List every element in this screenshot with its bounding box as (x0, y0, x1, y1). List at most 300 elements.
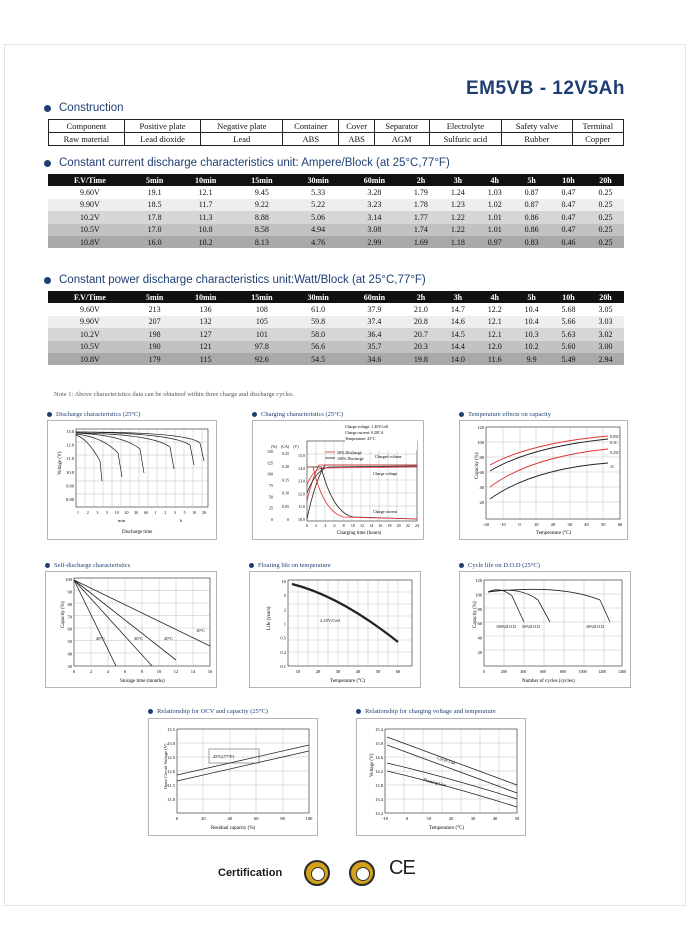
tick-label: 40 (355, 669, 361, 674)
tick-label: 10.0 (298, 517, 305, 522)
tick-label: 10.0 (66, 469, 74, 475)
table-header-cell: 20h (587, 174, 624, 186)
ocv-xticks (176, 816, 313, 821)
table-cell: 10.5V (48, 224, 132, 236)
floating-use-lower (387, 771, 517, 807)
tick-label: 16 (207, 669, 213, 674)
tick-label: 200 (500, 669, 507, 674)
charged-volume-50 (307, 465, 417, 501)
construction-header-cell: Safety valve (502, 120, 572, 133)
charging-xticks (306, 523, 419, 528)
tick-label: 6 (123, 669, 127, 674)
discharge-chart-title: Discharge characteristics (25°C) (47, 411, 140, 418)
discharge-curve-0_1ca (76, 432, 204, 461)
table-row (48, 224, 624, 236)
charging-xlabel: Charging time (hours) (337, 531, 382, 536)
temp-label-0_25c: 0.25C (610, 450, 620, 455)
tick-label: 24 (415, 523, 419, 528)
table-header-row (48, 174, 624, 186)
tick-label: 40 (67, 651, 72, 657)
table-cell: 10.3 (513, 328, 550, 340)
ocv-grid (177, 729, 309, 813)
table-cell: 1.02 (476, 199, 513, 211)
tick-label: 1200 (598, 669, 607, 674)
self-discharge-xlabel: Storage time (months) (120, 679, 165, 684)
tick-label: 20 (124, 510, 129, 515)
table-cell: 5.22 (290, 199, 346, 211)
table-cell: 1.23 (439, 199, 476, 211)
cycle-curve-30 (488, 589, 610, 622)
temperature-curves (490, 436, 608, 499)
self-discharge-chart-title: Self-discharge characteristics (45, 562, 130, 569)
tick-label: 15.0 (298, 453, 305, 458)
table-header-cell: 4h (476, 174, 513, 186)
table-cell: 101 (234, 328, 290, 340)
discharge-yticks (66, 429, 75, 502)
cert-badge-2-icon (349, 860, 375, 886)
charging-yticks-voltage (298, 453, 305, 522)
floating-svg (250, 572, 420, 687)
tick-label: 10 (426, 816, 432, 821)
tick-label: 14.6 (375, 755, 383, 760)
cycle-ylabel: Capacity (%) (473, 601, 478, 628)
charging-yticks-mid (282, 451, 289, 522)
ocv-chart-title: Relationship for OCV and capacity (25°C) (148, 708, 268, 715)
floating-use-upper (387, 763, 517, 799)
construction-value-cell: Lead dioxide (124, 133, 201, 146)
table-cell: 19.8 (402, 353, 439, 365)
floating-chart (249, 571, 421, 688)
table-cell: 12.0 (476, 341, 513, 353)
construction-header-cell: Terminal (572, 120, 623, 133)
table-cell: 12.1 (476, 328, 513, 340)
table-cell: 5.68 (550, 303, 587, 315)
table-cell: 1.79 (402, 186, 439, 198)
tick-label: 120 (477, 425, 484, 430)
table-cell: 1.74 (402, 224, 439, 236)
tick-label: 5 (106, 510, 109, 515)
table-cell: 10.2 (177, 236, 233, 248)
cycle-label-30: 30%D.O.D (586, 624, 604, 629)
tick-label: 13.4 (375, 797, 383, 802)
floating-grid (288, 580, 412, 666)
table-row (48, 236, 624, 248)
cycle-curves (488, 589, 610, 622)
cycle-xticks (483, 669, 626, 674)
tick-label: 80 (280, 816, 285, 821)
tick-label: 11.0 (66, 456, 74, 462)
tick-label: 800 (559, 669, 566, 674)
table-cell: 198 (132, 328, 178, 340)
tick-label: 100 (65, 577, 72, 582)
table-cell: 8.58 (234, 224, 290, 236)
table-header-cell: 30min (290, 291, 346, 303)
tick-label: 20 (315, 669, 321, 674)
table-cell: 5.49 (550, 353, 587, 365)
table-cell: 0.83 (513, 236, 550, 248)
tick-label: 0 (271, 517, 273, 522)
tick-label: 4 (106, 669, 110, 674)
discharge-xlabel: Discharge time (122, 530, 153, 535)
discharge-grid (76, 429, 208, 507)
charging-label-100: 100% Discharge (337, 456, 364, 461)
floating-plot-frame (288, 580, 412, 666)
tick-label: 75 (269, 483, 273, 488)
tick-label: 50 (601, 522, 606, 527)
tick-label: 50 (375, 669, 381, 674)
construction-value-cell: AGM (374, 133, 429, 146)
table-cell: 10.2 (513, 341, 550, 353)
cycle-plot-frame (484, 580, 622, 666)
ocv-ylabel: Open Circuit Voltage (V) (163, 743, 168, 789)
self-discharge-label-40c: 40°C (96, 636, 106, 641)
table-cell: 1.77 (402, 211, 439, 223)
tick-label: 20 (202, 510, 206, 515)
tick-label: 13.8 (375, 783, 383, 788)
table-cell: 11.3 (177, 211, 233, 223)
self-discharge-yticks (65, 577, 73, 669)
table-cell: 0.47 (550, 199, 587, 211)
table-cell: 97.8 (234, 341, 290, 353)
tick-label: 40 (584, 522, 589, 527)
table-cell: 1.01 (476, 224, 513, 236)
table-cell: 0.25 (587, 186, 624, 198)
tick-label: 60 (143, 510, 148, 515)
table-cell: 4.94 (290, 224, 346, 236)
tick-label: 0 (175, 816, 179, 821)
tick-label: 20 (479, 500, 484, 505)
tick-label: 1400 (618, 669, 626, 674)
tick-label: 0.1 (280, 664, 286, 669)
table-cell: 0.47 (550, 211, 587, 223)
table-cell: 59.8 (290, 316, 346, 328)
tick-label: 2 (89, 669, 93, 674)
table-cell: 3.00 (587, 341, 624, 353)
charging-chart-title: Charging characteristics (25°C) (252, 411, 343, 418)
table-cell: 8.13 (234, 236, 290, 248)
tick-label: 60 (253, 816, 259, 821)
table-cell: 16.0 (132, 236, 178, 248)
charge-voltage-chart-title: Relationship for charging voltage and temperature (356, 708, 496, 715)
ocv-svg (149, 719, 317, 835)
tick-label: 20 (448, 816, 454, 821)
construction-value-cell: Raw material (49, 133, 125, 146)
tick-label: 2 (86, 510, 89, 515)
charge-voltage-ylabel: Voltage (V) (370, 753, 375, 777)
cycle-xlabel: Number of cycles (cycles) (522, 679, 575, 684)
cycle-use-label: Cycle Use (436, 755, 456, 766)
discharge-curve-1ca (76, 433, 144, 473)
tick-label: 400 (520, 669, 527, 674)
floating-ylabel: Life (years) (267, 606, 272, 630)
tick-label: -10 (382, 816, 388, 821)
tick-label: 15.0 (375, 741, 383, 746)
table-cell: 21.0 (402, 303, 439, 315)
tick-label: 40 (477, 635, 482, 641)
tick-label: 100 (267, 471, 273, 477)
table-cell: 3.03 (587, 316, 624, 328)
tick-label: 80 (477, 606, 482, 612)
discharge-curve-0_6ca (76, 433, 174, 469)
table-header-cell: 5h (513, 291, 550, 303)
table-cell: 10.4 (513, 316, 550, 328)
charge-voltage-100 (307, 466, 417, 493)
table-header-cell: F.V/Time (48, 174, 132, 186)
table-row (48, 211, 624, 223)
tick-label: 80 (479, 455, 484, 460)
charging-label-current: Charge current (373, 509, 397, 514)
tick-label: 13.2 (375, 811, 383, 816)
table-cell: 9.22 (234, 199, 290, 211)
table-cell: 1.18 (439, 236, 476, 248)
current-discharge-title: Constant current discharge characteristics unit: Ampere/Block (at 25°C,77°F) (59, 157, 450, 169)
construction-header-cell: Cover (339, 120, 374, 133)
tick-label: 60 (395, 669, 401, 674)
temperature-chart-title: Temperature effects on capacity (459, 411, 551, 418)
charging-legend-voltage: Charge voltage: 1.40V/cell (345, 424, 389, 429)
table-cell: 10.4 (513, 303, 550, 315)
table-cell: 14.0 (439, 353, 476, 365)
table-cell: 92.6 (234, 353, 290, 365)
bullet-icon (249, 563, 254, 568)
table-cell: 11.7 (177, 199, 233, 211)
tick-label: 8 (342, 523, 345, 528)
charged-volume-100 (307, 465, 417, 519)
construction-header-cell: Component (49, 120, 125, 133)
construction-table (48, 119, 624, 146)
tick-label: 11.5 (167, 783, 175, 788)
charging-legend-current: Charge current: 0.20CA (345, 430, 384, 435)
floating-xlabel: Temperature (°C) (330, 679, 366, 684)
construction-value-cell: Lead (201, 133, 283, 146)
table-cell: 14.5 (439, 328, 476, 340)
table-row (48, 328, 624, 340)
tick-label: 0.05 (282, 503, 289, 509)
temp-curve-0_25c (490, 449, 608, 487)
charge-voltage-chart (356, 718, 526, 836)
tick-label: 0 (287, 517, 289, 522)
table-cell: 12.2 (476, 303, 513, 315)
tick-label: 13.5 (167, 727, 175, 732)
tick-label: 12.0 (298, 491, 305, 497)
discharge-unit-min: min (118, 518, 126, 523)
cycle-label-100: 100%D.O.D (496, 624, 516, 629)
table-cell: 17.0 (132, 224, 178, 236)
table-cell: 20.7 (402, 328, 439, 340)
tick-label: 20 (477, 650, 482, 655)
temperature-chart (459, 420, 628, 540)
table-cell: 3.05 (587, 303, 624, 315)
tick-label: 125 (267, 460, 273, 466)
tick-label: 90 (67, 589, 72, 595)
self-discharge-svg (46, 572, 216, 687)
tick-label: 100 (305, 816, 313, 821)
tick-label: 50 (67, 639, 72, 645)
cycle-curve-100 (488, 590, 524, 622)
table-header-cell: 10h (550, 174, 587, 186)
table-cell: 127 (177, 328, 233, 340)
ce-mark-icon: CE (389, 857, 415, 879)
table-cell: 36.4 (346, 328, 402, 340)
discharge-curves (76, 432, 204, 481)
table-cell: 10.8 (177, 224, 233, 236)
table-header-cell: 10min (177, 291, 233, 303)
charge-voltage-yticks (375, 727, 384, 816)
charging-svg (253, 421, 423, 539)
table-header-row (48, 291, 624, 303)
tick-label: 15.4 (375, 727, 383, 732)
tick-label: 100 (475, 592, 482, 598)
table-cell: 0.47 (550, 186, 587, 198)
charge-voltage-svg (357, 719, 525, 835)
table-cell: 11.6 (476, 353, 513, 365)
tick-label: 10 (281, 579, 286, 584)
temperature-svg (460, 421, 627, 539)
tick-label: 6 (333, 523, 336, 528)
tick-label: 0 (518, 522, 521, 527)
certification-label: Certification (218, 867, 283, 879)
charging-plot-frame (307, 441, 417, 521)
tick-label: 14 (190, 669, 196, 674)
table-header-cell: 5min (132, 291, 178, 303)
tick-label: 0.15 (282, 477, 289, 483)
charging-curves (307, 465, 417, 519)
charge-voltage-xlabel: Temperature (°C) (429, 826, 465, 831)
temp-curve-0_05c (490, 436, 608, 465)
tick-label: 0 (72, 669, 76, 674)
cert-badge-2-center (356, 867, 370, 881)
table-cell: 132 (177, 316, 233, 328)
bullet-icon (47, 412, 52, 417)
table-cell: 12.1 (177, 186, 233, 198)
table-cell: 12.1 (476, 316, 513, 328)
model-title: EM5VB - 12V5Ah (465, 78, 625, 99)
tick-label: 40 (492, 816, 498, 821)
tick-label: 12 (173, 669, 179, 674)
tick-label: 14.0 (298, 465, 305, 471)
charging-yticks-left (267, 449, 273, 522)
table-cell: 0.47 (550, 224, 587, 236)
tick-label: 13.0 (298, 478, 305, 484)
tick-label: 2 (164, 510, 167, 515)
ocv-yticks (167, 727, 176, 802)
tick-label: 10 (295, 669, 301, 674)
construction-value-cell: ABS (339, 133, 374, 146)
table-cell: 0.86 (513, 211, 550, 223)
tick-label: 25 (269, 505, 273, 511)
table-header-cell: 4h (476, 291, 513, 303)
table-cell: 0.25 (587, 224, 624, 236)
discharge-xticks (77, 510, 206, 515)
tick-label: 80 (67, 601, 72, 607)
table-cell: 10.8V (48, 236, 132, 248)
table-cell: 9.9 (513, 353, 550, 365)
construction-value-cell: ABS (283, 133, 339, 146)
ocv-curve-upper (177, 745, 309, 775)
table-row (48, 303, 624, 315)
table-row (48, 353, 624, 365)
table-cell: 5.66 (550, 316, 587, 328)
table-header-cell: 10h (550, 291, 587, 303)
floating-xticks (296, 669, 401, 674)
bullet-icon (44, 105, 51, 112)
table-cell: 10.2V (48, 211, 132, 223)
table-header-cell: F.V/Time (48, 291, 132, 303)
table-cell: 9.60V (48, 186, 132, 198)
charging-grid (307, 441, 417, 521)
table-cell: 19.1 (132, 186, 178, 198)
table-cell: 9.45 (234, 186, 290, 198)
table-cell: 5.33 (290, 186, 346, 198)
tick-label: 13.0 (167, 741, 175, 746)
table-cell: 108 (234, 303, 290, 315)
ocv-chart (148, 718, 318, 836)
tick-label: 20 (550, 522, 556, 527)
tick-label: 10 (534, 522, 539, 527)
tick-label: 2 (283, 607, 286, 613)
table-cell: 207 (132, 316, 178, 328)
table-row (48, 186, 624, 198)
table-header-cell: 15min (234, 291, 290, 303)
table-cell: 121 (177, 341, 233, 353)
cycle-label-50: 50%D.O.D (522, 624, 540, 629)
temp-label-0_1c: 0.1C (610, 440, 618, 445)
self-discharge-label-20c: 20°C (164, 636, 174, 641)
cert-badge-1-center (311, 867, 325, 881)
tick-label: 600 (540, 669, 547, 674)
cycle-svg (460, 572, 630, 687)
table-cell: 2.94 (587, 353, 624, 365)
discharge-ylabel: Voltage (V) (58, 451, 63, 475)
table-cell: 3.28 (346, 186, 402, 198)
tick-label: 12 (360, 523, 364, 528)
table-cell: 14.6 (439, 316, 476, 328)
table-cell: 0.87 (513, 199, 550, 211)
temp-curve-0_1c (490, 439, 608, 471)
table-cell: 0.25 (587, 211, 624, 223)
tick-label: 0 (306, 523, 308, 528)
temperature-xlabel: Temperature (°C) (536, 531, 572, 536)
power-discharge-heading (44, 274, 426, 286)
floating-use-label: Floating Use (422, 777, 447, 788)
floating-label: 2.25V/Cell (320, 618, 340, 623)
table-cell: 0.25 (587, 236, 624, 248)
construction-value-row (49, 133, 624, 146)
table-cell: 10.5V (48, 341, 132, 353)
table-cell: 34.6 (346, 353, 402, 365)
tick-label: 0.25 (282, 451, 289, 456)
table-cell: 20.8 (402, 316, 439, 328)
tick-label: 60 (479, 470, 484, 475)
table-cell: 0.87 (513, 186, 550, 198)
tick-label: 50 (514, 816, 520, 821)
table-cell: 9.90V (48, 316, 132, 328)
table-cell: 1.01 (476, 211, 513, 223)
table-cell: 1.22 (439, 211, 476, 223)
power-discharge-title: Constant power discharge characteristics unit:Watt/Block (at 25°C,77°F) (59, 274, 426, 286)
tick-label: 30 (567, 522, 572, 527)
table-cell: 213 (132, 303, 178, 315)
charging-unit-v: (V) (293, 444, 299, 449)
discharge-svg (48, 421, 216, 539)
table-header-cell: 3h (439, 174, 476, 186)
tick-label: 10 (350, 523, 355, 528)
table-header-cell: 60min (346, 174, 402, 186)
construction-header-cell: Negative plate (201, 120, 283, 133)
table-cell: 18.5 (132, 199, 178, 211)
charging-unit-ca: (CA) (281, 444, 290, 449)
tick-label: 10 (156, 669, 162, 674)
